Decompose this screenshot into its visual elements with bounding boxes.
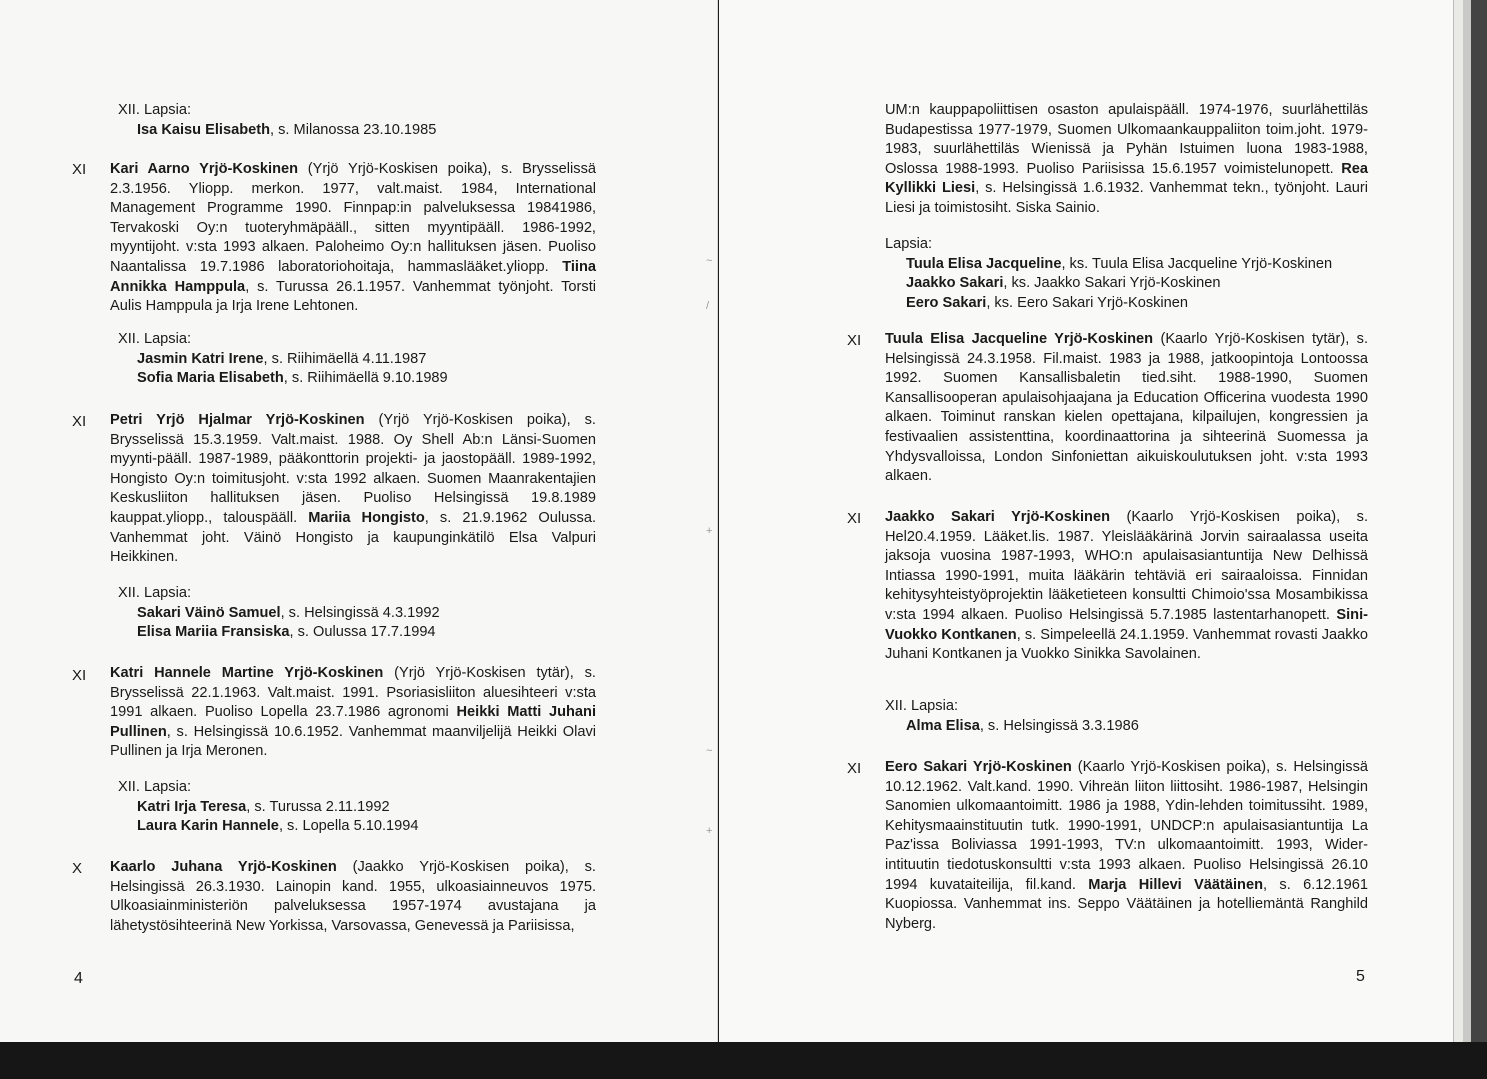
person-entry: [110, 858, 596, 936]
child-entry: [137, 798, 596, 818]
scanner-background: [1471, 0, 1487, 1042]
child-name: Sakari Väinö Samuel: [137, 604, 281, 621]
person-details: UM:n kauppapoliittisen osaston apulaispääll. 1974-1976, suurlähettiläs Budapestissa 1977-1979, Suomen Ulkomaankauppaliiton toim.joht. 1979-1983, suurlähettiläs Wienissä ja Pyhän Istuimen luona 1983-1988, Oslossa 1988-1993. Puoliso Pariisissa 15.6.1957 voimistelunopett.: [885, 102, 1368, 177]
book-edge: [1463, 0, 1471, 1042]
person-entry: [885, 330, 1368, 487]
child-entry: [137, 121, 596, 141]
scanner-background: [0, 1042, 1487, 1079]
child-details: , ks. Jaakko Sakari Yrjö-Koskinen: [1003, 275, 1221, 292]
binding-mark-icon: ~: [706, 745, 713, 757]
generation-marker: XI: [72, 161, 87, 178]
person-name: Jaakko Sakari Yrjö-Koskinen: [885, 509, 1110, 525]
person-details: (Yrjö Yrjö-Koskisen poika), s. Brysselissä 2.3.1956. Ylioрp. merkon. 1977, valt.maist. 1984, International Management Programme 1990. Finnpap:in palveluksessa 19841986, Tervakoski Oy:n tuoteryhmäpääll., sitten myyntipääll. 1986-1992, myyntijoht. v:sta 1993 alkaen. Paloheimo Oy:n hallituksen jäsen. Puoliso Naantalissa 19.7.1986 laboratoriohoitaja, hammaslääket.yliopp.: [110, 161, 596, 275]
child-entry: [137, 623, 596, 643]
person-details: (Yrjö Yrjö-Koskisen tytär), s. Brysselissä 22.1.1963. Valt.maist. 1991. Psoriasisliiton aluesihteeri v:sta 1991 alkaen. Puoliso Lopella 23.7.1986 agronomi: [110, 665, 596, 721]
person-entry: [885, 508, 1368, 665]
child-name: Laura Karin Hannele: [137, 818, 279, 835]
person-details: (Jaakko Yrjö-Koskisen poika), s. Helsingissä 26.3.1930. Lainopin kand. 1955, ulkoasiainneuvos 1975. Ulkoasiainministeriön palveluksessa 1957-1974 avustajana ja lähetystösihteerinä New Yorkissa, Varsovassa, Genevessä ja Pariisissa,: [110, 859, 596, 934]
child-name: Tuula Elisa Jacqueline: [906, 255, 1062, 272]
child-details: , s. Riihimäellä 4.11.1987: [263, 350, 427, 367]
children-list: [885, 697, 1368, 736]
person-entry: [110, 411, 596, 568]
child-name: Jaakko Sakari: [906, 275, 1004, 292]
person-entry-continued: [885, 101, 1368, 219]
spouse-name: Tiina Annikka Hamppula: [110, 258, 596, 295]
child-name: Katri Irja Teresa: [137, 798, 247, 815]
child-entry: [137, 817, 596, 837]
spouse-name: Marja Hillevi Väätäinen: [1088, 876, 1264, 893]
children-list: [110, 330, 596, 389]
binding-mark-icon: /: [706, 300, 710, 312]
children-list: [110, 778, 596, 837]
children-label: Lapsia:: [885, 236, 933, 252]
children-label: XII. Lapsia:: [118, 585, 192, 601]
child-name: Jasmin Katri Irene: [137, 350, 264, 367]
child-entry: [906, 717, 1368, 737]
generation-marker: XI: [847, 510, 862, 527]
spouse-details: , s. 6.12.1961 Kuopiossa. Vanhemmat ins. Seppo Väätäinen ja hotelliemäntä Ranghild Nyberg.: [885, 876, 1368, 932]
child-name: Alma Elisa: [906, 717, 980, 734]
children-label: XII. Lapsia:: [885, 698, 959, 714]
page-number: 5: [1356, 968, 1365, 985]
child-details: , ks. Tuula Elisa Jacqueline Yrjö-Koskinen: [1061, 255, 1333, 272]
child-entry: [137, 350, 596, 370]
person-details: (Kaarlo Yrjö-Koskisen poika), s. Helsingissä 10.12.1962. Valt.kand. 1990. Vihreän liiton liittosiht. 1986-1987, Helsingin Sanomien ulkomaantoimitt. 1986 ja 1988, Ydin-lehden toimitussiht. 1989, Kehitysmaainstituutin tutk. 1990-1991, UNDCP:n apulaisasiantuntija La Paz'issa Boliviassa 1991-1993, TV:n ulkomaantoimitt. 1993, Wider-intituutin tiedotuskonsultti v:sta 1993 alkaen. Puoliso Helsingissä 26.10 1994 kuvataiteilija, fil.kand.: [885, 759, 1368, 893]
person-name: Eero Sakari Yrjö-Koskinen: [885, 759, 1072, 775]
spouse-name: Heikki Matti Juhani Pullinen: [110, 704, 596, 740]
spouse-name: Sini-Vuokko Kontkanen: [885, 606, 1368, 643]
child-entry: [137, 604, 596, 624]
children-list: [885, 235, 1368, 313]
child-details: , s. Riihimäellä 9.10.1989: [283, 370, 448, 387]
child-name: Isa Kaisu Elisabeth: [137, 121, 271, 138]
child-name: Elisa Mariia Fransiska: [137, 624, 290, 641]
person-name: Kaarlo Juhana Yrjö-Koskinen: [110, 859, 337, 875]
page-number: 4: [74, 970, 83, 987]
spouse-details: , s. Helsingissä 10.6.1952. Vanhemmat maanviljelijä Heikki Olavi Pullinen ja Irja Meronen.: [110, 723, 596, 760]
children-label: XII. Lapsia:: [118, 331, 192, 347]
person-details: (Kaarlo Yrjö-Koskisen poika), s. Hel20.4.1959. Lääket.lis. 1987. Yleislääkärinä Jorvin sairaalassa useita jaksoja vuosina 1987-1993, WHO:n apulaisasiantuntija New Delhissä Intiassa 1990-1991, muita lääkärin tehtäviä eri sairaaloissa. Finnidan kehitysyhteistyöprojektin lääketieteen konsultti Chimoio'ssa Mosambikissa v:sta 1994 alkaen. Puoliso Helsingissä 5.7.1985 lastentarhanopett.: [885, 509, 1368, 623]
children-label: XII. Lapsia:: [118, 779, 192, 795]
child-entry: [906, 274, 1368, 294]
child-details: , s. Turussa 2.11.1992: [246, 798, 390, 815]
child-details: , s. Helsingissä 4.3.1992: [280, 604, 440, 621]
spouse-name: Mariia Hongisto: [308, 509, 425, 526]
child-entry: [137, 369, 596, 389]
child-name: Eero Sakari: [906, 294, 987, 311]
person-entry: [110, 664, 596, 762]
child-entry: [906, 294, 1368, 314]
person-name: Petri Yrjö Hjalmar Yrjö-Koskinen: [110, 412, 365, 428]
spouse-details: , s. 21.9.1962 Oulussa. Vanhemmat joht. Väinö Hongisto ja kaupunginkätilö Elsa Valpuri Heikkinen.: [110, 509, 596, 566]
children-label: XII. Lapsia:: [118, 102, 192, 118]
child-details: , ks. Eero Sakari Yrjö-Koskinen: [986, 294, 1189, 311]
generation-marker: XI: [847, 760, 862, 777]
child-details: , s. Helsingissä 3.3.1986: [979, 717, 1139, 734]
spouse-details: , s. Turussa 26.1.1957. Vanhemmat työnjoht. Torsti Aulis Hamppula ja Irja Irene Lehtonen.: [110, 278, 597, 315]
generation-marker: XI: [72, 413, 87, 430]
generation-marker: XI: [72, 667, 87, 684]
spouse-details: , s. Simpeleellä 24.1.1959. Vanhemmat rovasti Jaakko Juhani Kontkanen ja Vuokko Sinikka Savolainen.: [885, 626, 1368, 663]
children-list: [110, 584, 596, 643]
person-name: Kari Aarno Yrjö-Koskinen: [110, 161, 299, 177]
child-name: Sofia Maria Elisabeth: [137, 370, 284, 387]
binding-mark-icon: +: [706, 825, 713, 837]
person-entry: [885, 758, 1368, 934]
generation-marker: X: [72, 860, 83, 877]
person-entry: [110, 160, 596, 317]
spouse-details: , s. Helsingissä 1.6.1932. Vanhemmat tekn., työnjoht. Lauri Liesi ja toimistosiht. Siska Sainio.: [885, 180, 1368, 216]
child-entry: [906, 255, 1368, 275]
children-list: [110, 101, 596, 140]
left-page: [0, 0, 718, 1042]
binding-mark-icon: +: [706, 525, 713, 537]
child-details: , s. Milanossa 23.10.1985: [270, 121, 437, 138]
child-details: , s. Lopella 5.10.1994: [278, 818, 419, 835]
person-name: Tuula Elisa Jacqueline Yrjö-Koskinen: [885, 331, 1154, 347]
spouse-name: Rea Kyllikki Liesi: [885, 160, 1368, 197]
child-details: , s. Oulussa 17.7.1994: [289, 624, 436, 641]
person-details: (Kaarlo Yrjö-Koskisen tytär), s. Helsingissä 24.3.1958. Fil.maist. 1983 ja 1988, jatkoopintoja Lontoossa 1992. Suomen Kansallisbaletin tied.siht. 1988-1990, Suomen Kansallisooperan apulaisohjaajana ja Education Officerina vuodesta 1990 alkaen. Toiminut ranskan kielen opettajana, kilpailujen, kongressien ja festivaalien assistenttina, koordinaattorina ja sihteerinä Suomessa ja Yhdysvalloissa, London Sinfoniettan aikuiskoulutuksen joht. v:sta 1993 alkaen.: [885, 331, 1368, 485]
binding-mark-icon: ~: [706, 255, 713, 267]
person-name: Katri Hannele Martine Yrjö-Koskinen: [110, 665, 384, 681]
person-details: (Yrjö Yrjö-Koskisen poika), s. Brysselissä 15.3.1959. Valt.maist. 1988. Oy Shell Ab:n Länsi-Suomen myynti-pääll. 1987-1989, pääkonttorin projekti- ja jaostopääll. 1989-1992, Hongisto Oy:n toimitusjoht. v:sta 1992 alkaen. Suomen Maanrakentajien Keskusliiton hallituksen jäsen. Puoliso Helsingissä 19.8.1989 kauppat.yliopp., talouspääll.: [110, 412, 596, 526]
generation-marker: XI: [847, 332, 862, 349]
